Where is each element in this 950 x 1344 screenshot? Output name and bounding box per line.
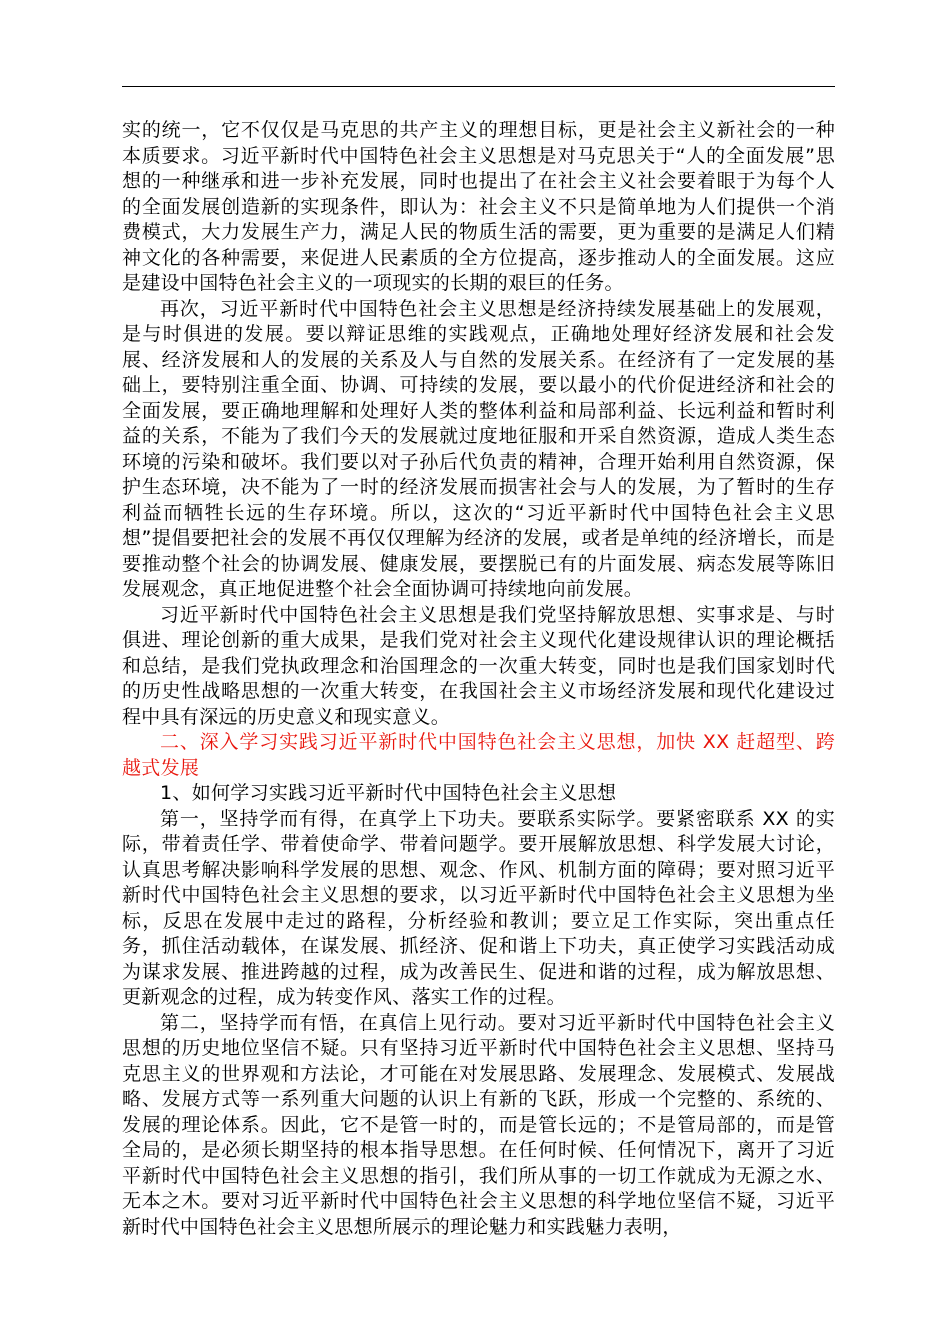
paragraph-again: 再次，习近平新时代中国特色社会主义思想是经济持续发展基础上的发展观，是与时俱进的发展。要以辩证思维的实践观点，正确地处理好经济发展和社会发展、经济发展和人的发展的关系及人与自然的发展关系。在经济有了一定发展的基础上，要特别注重全面、协调、可持续的发展，要以最小的代价促进经济和社会的全面发展，要正确地理解和处理好人类的整体利益和局部利益、长远利益和暂时利益的关系，不能为了我们今天的发展就过度地征服和开采自然资源，造成人类生态环境的污染和破坏。我们要以对子孙后代负责的精神，合理开始利用自然资源，保护生态环境，决不能为了一时的经济发展而损害社会与人的发展，为了暂时的生存利益而牺牲长远的生存环境。所以，这次的“习近平新时代中国特色社会主义思想”提倡要把社会的发展不再仅仅理解为经济的发展，或者是单纯的经济增长，而是要推动整个社会的协调发展、健康发展，要摆脱已有的片面发展、病态发展等陈旧发展观念，真正地促进整个社会全面协调可持续地向前发展。: [122, 297, 835, 600]
subsection-heading: 1、如何学习实践习近平新时代中国特色社会主义思想: [160, 782, 617, 804]
document-body: [122, 118, 835, 1240]
paragraph-theory-significance: 习近平新时代中国特色社会主义思想是我们党坚持解放思想、实事求是、与时俱进、理论创新的重大成果，是我们党对社会主义现代化建设规律认识的理论概括和总结，是我们党执政理念和治国理念的一次重大转变，同时也是我们国家划时代的历史性战略思想的一次重大转变，在我国社会主义市场经济发展和现代化建设过程中具有深远的历史意义和现实意义。: [122, 603, 835, 728]
paragraph-continuation: 实的统一，它不仅仅是马克思的共产主义的理想目标，更是社会主义新社会的一种本质要求。习近平新时代中国特色社会主义思想是对马克思关于“人的全面发展”思想的一种继承和进一步补充发展，同时也提出了在社会主义社会要着眼于为每个人的全面发展创造新的实现条件，即认为：社会主义不只是简单地为人们提供一个消费模式，大力发展生产力，满足人民的物质生活的需要，更为重要的是满足人们精神文化的各种需要，来促进人民素质的全方位提高，逐步推动人的全面发展。这应是建设中国特色社会主义的一项现实的长期的艰巨的任务。: [122, 119, 835, 294]
paragraph-first-point: 第一，坚持学而有得，在真学上下功夫。要联系实际学。要紧密联系 XX 的实际，带着责任学、带着使命学、带着问题学。要开展解放思想、科学发展大讨论，认真思考解决影响科学发展的思想、观念、作风、机制方面的障碍；要对照习近平新时代中国特色社会主义思想的要求，以习近平新时代中国特色社会主义思想为坐标，反思在发展中走过的路程，分析经验和教训；要立足工作实际，突出重点任务，抓住活动载体，在谋发展、抓经济、促和谐上下功夫，真正使学习实践活动成为谋求发展、推进跨越的过程，成为改善民生、促进和谐的过程，成为解放思想、更新观念的过程，成为转变作风、落实工作的过程。: [122, 807, 835, 1008]
paragraph-second-point: 第二，坚持学而有悟，在真信上见行动。要对习近平新时代中国特色社会主义思想的历史地位坚信不疑。只有坚持习近平新时代中国特色社会主义思想、坚持马克思主义的世界观和方法论，才可能在对发展思路、发展理念、发展模式、发展战略、发展方式等一系列重大问题的认识上有新的飞跃，形成一个完整的、系统的、发展的理论体系。因此，它不是管一时的，而是管长远的；不是管局部的，而是管全局的，是必须长期坚持的根本指导思想。在任何时候、任何情况下，离开了习近平新时代中国特色社会主义思想的指引，我们所从事的一切工作就成为无源之水、无本之木。要对习近平新时代中国特色社会主义思想的科学地位坚信不疑，习近平新时代中国特色社会主义思想所展示的理论魅力和实践魅力表明，: [122, 1011, 835, 1238]
header-rule: [122, 86, 835, 87]
section-heading: 二、深入学习实践习近平新时代中国特色社会主义思想，加快 XX 赶超型、跨越式发展: [122, 731, 835, 779]
